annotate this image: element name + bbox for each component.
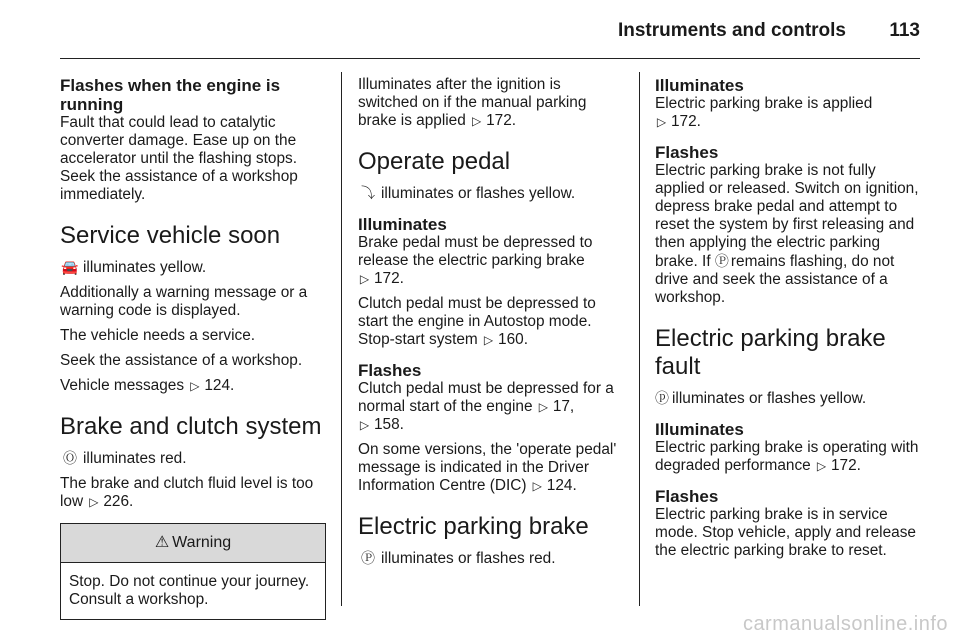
watermark: carmanualsonline.info [742, 613, 948, 635]
column-3 [655, 76, 923, 567]
page-ref-icon: ▷ [532, 479, 542, 493]
text: Electric parking brake is not fully applied or released. Switch on ignition, depress brake pedal and attempt to reset the system by first releasing and then applying the electric parking brake. If [655, 162, 919, 270]
text: Electric parking brake is operating with degraded performance [655, 439, 919, 474]
page-ref-icon: ▷ [89, 495, 99, 509]
text: illuminates or flashes yellow. [381, 185, 576, 202]
paragraph: Additionally a warning message or a warning code is displayed. [60, 284, 308, 319]
heading-operate-pedal: Operate pedal [358, 148, 511, 175]
paragraph [358, 76, 624, 130]
paragraph: Electric parking brake is in service mode. Stop vehicle, apply and release the electric parking brake to reset. [655, 506, 916, 559]
paragraph [358, 184, 624, 203]
page-ref-icon: ▷ [538, 400, 548, 414]
page-ref[interactable]: 172. [831, 457, 861, 474]
subheading-flashes: Flashes [358, 361, 422, 380]
text: illuminates or flashes yellow. [672, 390, 867, 407]
paragraph [655, 439, 923, 475]
column-divider-1 [341, 72, 342, 606]
page-ref-icon: ▷ [483, 333, 494, 347]
text: illuminates or flashes red. [381, 550, 556, 567]
page-ref-icon: ▷ [359, 418, 370, 432]
paragraph [358, 295, 624, 349]
column-divider-2 [639, 72, 640, 606]
page-ref[interactable]: 160. [498, 331, 528, 348]
column-2 [358, 76, 624, 575]
text: illuminates red. [83, 450, 187, 467]
subheading-flashes-engine: Flashes when the engine is running [60, 76, 281, 114]
text: Brake pedal must be depressed to release the electric parking brake [358, 234, 593, 269]
paragraph [60, 258, 326, 277]
warning-box [60, 523, 326, 620]
page-ref-icon: ▷ [816, 459, 827, 473]
page-number: 113 [889, 20, 920, 41]
heading-electric-parking-brake: Electric parking brake [358, 513, 589, 540]
paragraph: Fault that could lead to catalytic converter damage. Ease up on the accelerator until the flashing stops. Seek the assistance of a workshop immediately. [60, 114, 298, 203]
paragraph [60, 475, 326, 511]
parking-brake-icon: Ⓟ [714, 253, 729, 269]
page-ref-icon: ▷ [359, 272, 370, 286]
warning-text: Stop. Do not continue your journey. Consult a workshop. [69, 573, 310, 608]
text: illuminates yellow. [83, 259, 207, 276]
header-title: Instruments and controls [617, 20, 846, 41]
page-header [60, 0, 920, 60]
text: Vehicle messages [60, 377, 185, 394]
warning-header [61, 524, 325, 563]
page-ref[interactable]: 226. [103, 493, 134, 510]
subheading-flashes: Flashes [655, 143, 719, 162]
parking-brake-icon: Ⓟ [361, 550, 375, 566]
text: Illuminates after the ignition is switched on if the manual parking brake is applied [358, 76, 587, 129]
page-ref-icon: ▷ [190, 379, 200, 393]
text: On some versions, the 'operate pedal' message is indicated in the Driver Information Centre (DIC) [358, 441, 617, 494]
text: Clutch pedal must be depressed to start the engine in Autostop mode. Stop-start system [358, 295, 596, 348]
paragraph [655, 95, 923, 131]
brake-fluid-icon: Ⓞ [63, 450, 77, 466]
paragraph: Seek the assistance of a workshop. [60, 352, 303, 369]
page-ref[interactable]: 17, [552, 398, 575, 415]
page-ref[interactable]: 172. [486, 112, 517, 129]
subheading-illuminates: Illuminates [358, 215, 447, 234]
warning-triangle-icon: ⚠ [154, 534, 170, 551]
text: remains flashing, do not drive and seek the assistance of a workshop. [655, 253, 895, 306]
header-rule [60, 58, 920, 59]
pedal-icon: ⤵ [361, 185, 375, 201]
page-ref[interactable]: 158. [374, 416, 404, 433]
heading-brake-clutch: Brake and clutch system [60, 413, 322, 440]
page-ref[interactable]: 124. [204, 377, 235, 394]
subheading-illuminates: Illuminates [655, 76, 744, 95]
paragraph [358, 441, 624, 495]
subheading-illuminates: Illuminates [655, 420, 744, 439]
page-ref-icon: ▷ [471, 114, 482, 128]
service-car-icon: 🚘 [61, 259, 79, 275]
heading-service-vehicle: Service vehicle soon [60, 222, 281, 249]
text: Electric parking brake is applied [655, 95, 873, 112]
text: Clutch pedal must be depressed for a normal start of the engine [358, 380, 614, 415]
text: The brake and clutch fluid level is too low [60, 475, 314, 510]
parking-brake-fault-icon: ⓟ [655, 390, 669, 406]
paragraph [358, 234, 624, 288]
warning-title: Warning [172, 534, 232, 551]
page-ref-icon: ▷ [656, 115, 667, 129]
paragraph [60, 449, 326, 468]
paragraph [655, 162, 923, 307]
paragraph [655, 389, 923, 408]
page-ref[interactable]: 172. [671, 113, 701, 130]
column-1 [60, 76, 326, 620]
paragraph [358, 380, 624, 434]
paragraph [358, 549, 624, 568]
page-ref[interactable]: 124. [546, 477, 577, 494]
subheading-flashes: Flashes [655, 487, 719, 506]
paragraph: The vehicle needs a service. [60, 327, 256, 344]
paragraph [60, 377, 326, 395]
heading-epb-fault: Electric parking brake fault [655, 325, 886, 380]
page-ref[interactable]: 172. [374, 270, 404, 287]
